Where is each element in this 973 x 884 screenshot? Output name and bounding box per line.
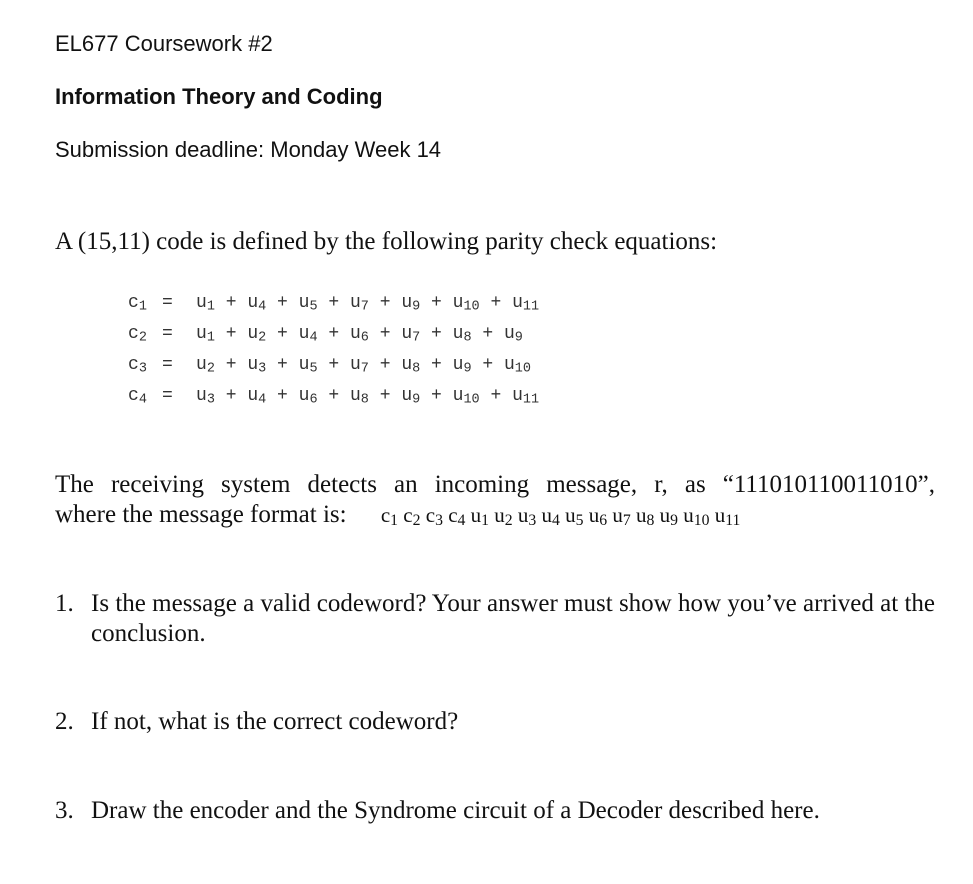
equation-term: $u_1$ [196,324,215,346]
question-text: If not, what is the correct codeword? [91,708,459,735]
word: receiving [110,471,204,498]
plus-sign: + [266,386,299,406]
word: as [684,471,706,498]
plus-sign: + [471,355,504,375]
word: an [394,471,418,498]
format-symbol: $u_{10}$ [683,503,710,530]
question-text: Is the message a valid codeword? Your answer must show how you’ve arrived at the conclusion. [91,590,935,647]
equation-term: $u_2$ [196,355,215,377]
equation-term: $u_5$ [298,355,318,377]
equation-term: $u_8$ [452,324,472,346]
parity-check-equations [128,291,539,415]
equation-term: $u_6$ [298,386,318,408]
equals-sign: = [162,324,173,344]
word: detects [307,471,377,498]
equation-lhs: $c_2$ [128,324,147,346]
plus-sign: + [317,386,350,406]
equation-row [128,384,539,415]
equation-term: $u_{11}$ [512,386,540,408]
equation-term: $u_8$ [349,386,369,408]
question-1 [55,589,935,649]
equation-term: $u_4$ [247,293,267,315]
word: message, [546,471,638,498]
plus-sign: + [368,386,402,406]
question-text: Draw the encoder and the Syndrome circuit of a Decoder described here. [91,797,820,824]
format-symbol: $u_6$ [588,503,608,530]
format-symbol: $c_3$ [425,503,443,530]
equation-term: $u_9$ [401,386,421,408]
received-message-paragraph [55,470,935,530]
equation-term: $u_{10}$ [452,386,480,408]
plus-sign: + [266,355,299,375]
format-symbol: $c_1$ [380,503,399,530]
plus-sign: + [266,293,299,313]
equation-row [128,291,539,322]
plus-sign: + [479,386,513,406]
question-3 [55,796,935,826]
plus-sign: + [214,386,248,406]
equals-sign: = [162,386,173,406]
format-symbol: $u_5$ [565,503,584,530]
equation-lhs: $c_1$ [128,293,147,315]
word: r, [654,471,668,498]
equation-term: $u_{10}$ [452,293,480,315]
course-title: EL677 Coursework #2 [55,31,273,56]
plus-sign: + [317,293,350,313]
word: The [55,471,94,498]
equation-term: $u_3$ [196,386,215,408]
plus-sign: + [214,355,248,375]
plus-sign: + [214,324,248,344]
question-2 [55,707,935,737]
equation-term: $u_4$ [298,324,318,346]
subject-title: Information Theory and Coding [55,84,383,109]
submission-deadline: Submission deadline: Monday Week 14 [55,137,442,162]
equation-term: $u_8$ [401,355,421,377]
plus-sign: + [471,324,504,344]
word: “111010110011010”, [722,471,935,498]
equation-term: $u_{10}$ [503,355,531,377]
equation-term: $u_6$ [349,324,369,346]
format-symbol: $u_8$ [636,503,655,530]
equation-lhs: $c_3$ [128,355,147,377]
format-symbol: $c_4$ [448,503,466,530]
format-symbol: $u_4$ [541,503,560,530]
equation-term: $u_2$ [247,324,267,346]
received-message-line [55,470,935,500]
plus-sign: + [266,324,299,344]
format-symbol: $u_3$ [517,503,537,530]
format-symbol: $u_7$ [612,503,631,530]
plus-sign: + [479,293,513,313]
equation-term: $u_7$ [349,355,369,377]
equation-term: $u_3$ [247,355,267,377]
equation-row [128,322,539,353]
word: incoming [434,471,530,498]
equation-term: $u_5$ [298,293,318,315]
plus-sign: + [420,293,453,313]
plus-sign: + [420,324,453,344]
plus-sign: + [317,355,350,375]
plus-sign: + [368,355,402,375]
equation-term: $u_9$ [503,324,523,346]
word: system [221,471,291,498]
equation-term: $u_9$ [401,293,421,315]
plus-sign: + [368,324,402,344]
plus-sign: + [317,324,350,344]
format-symbol: $u_1$ [470,503,490,530]
equation-term: $u_4$ [247,386,267,408]
equation-term: $u_7$ [349,293,369,315]
equation-term: $u_7$ [401,324,421,346]
equation-lhs: $c_4$ [128,386,147,408]
message-format-label: where the message format is: [55,501,347,528]
equation-term: $u_{11}$ [512,293,540,315]
question-number: 1. [55,590,74,617]
format-symbol: $u_{11}$ [714,503,741,530]
plus-sign: + [368,293,402,313]
plus-sign: + [420,355,453,375]
message-format [381,500,741,530]
equation-term: $u_9$ [452,355,472,377]
format-symbol: $u_9$ [659,503,679,530]
equation-term: $u_1$ [196,293,215,315]
code-definition-intro: A (15,11) code is defined by the following parity check equations: [55,228,718,255]
equation-row [128,353,539,384]
plus-sign: + [214,293,248,313]
equals-sign: = [162,293,173,313]
plus-sign: + [420,386,453,406]
equals-sign: = [162,355,173,375]
format-symbol: $c_2$ [403,503,421,530]
format-symbol: $u_2$ [494,503,513,530]
question-number: 2. [55,708,74,735]
question-number: 3. [55,797,74,824]
